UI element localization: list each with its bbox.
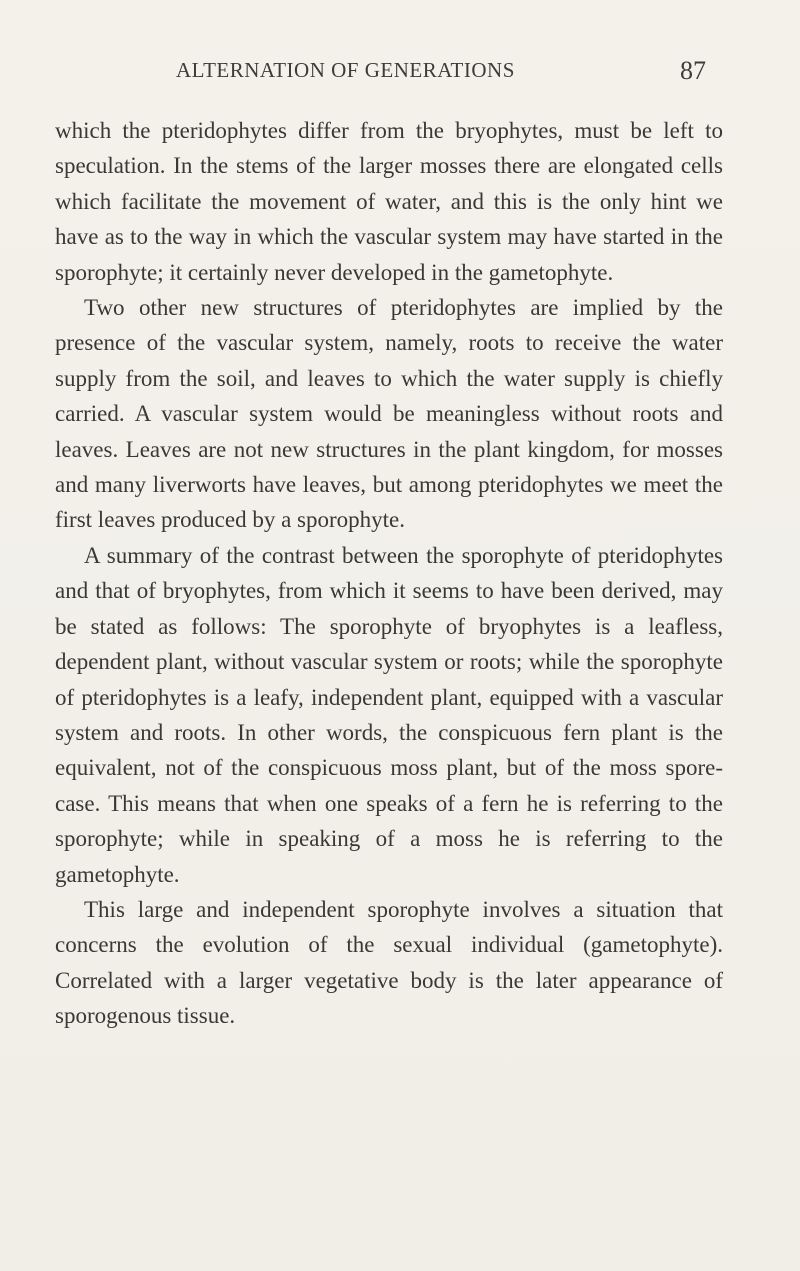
paragraph-2: Two other new structures of pteridophytes are implied by the presence of the vascular system, namely, roots to receive the water supply from the soil, and leaves to which the water supply is chiefly carried. A vascular system would be meaningless without roots and leaves. Leaves are not new structures in the plant kingdom, for mosses and many liverworts have leaves, but among pteridophytes we meet the first leaves produced by a sporophyte. — [55, 295, 723, 533]
paragraph-3: A summary of the contrast between the sporophyte of pteridophytes and that of bryophytes, from which it seems to have been derived, may be stated as follows: The sporophyte of bryophytes is a leafless, dependent plant, without vascular system or roots; while the sporophyte of pteridophytes is a leafy, independent plant, equipped with a vascular system and roots. In other words, the conspicuous fern plant is the equivalent, not of the conspicuous moss plant, but of the moss spore-case. This means that when one speaks of a fern he is referring to the sporophyte; while in speaking of a moss he is referring to the gametophyte. — [55, 542, 723, 887]
running-head-title: ALTERNATION OF GENERATIONS — [176, 58, 515, 82]
paragraph-4: This large and independent sporophyte involves a situation that concerns the evolution of the sexual individual (gametophyte). Correlated with a larger vegetative body is the later appearance of sporogenous tissue. — [55, 896, 723, 1029]
page-number: 87 — [680, 56, 706, 85]
paragraph-1: which the pteridophytes differ from the bryophytes, must be left to speculation. In the stems of the larger mosses there are elongated cells which facilitate the movement of water, and this is the only hint we have as to the way in which the vascular system may have started in the sporophyte; it certainly never developed in the gametophyte. — [55, 118, 723, 285]
body-text — [55, 113, 723, 1034]
